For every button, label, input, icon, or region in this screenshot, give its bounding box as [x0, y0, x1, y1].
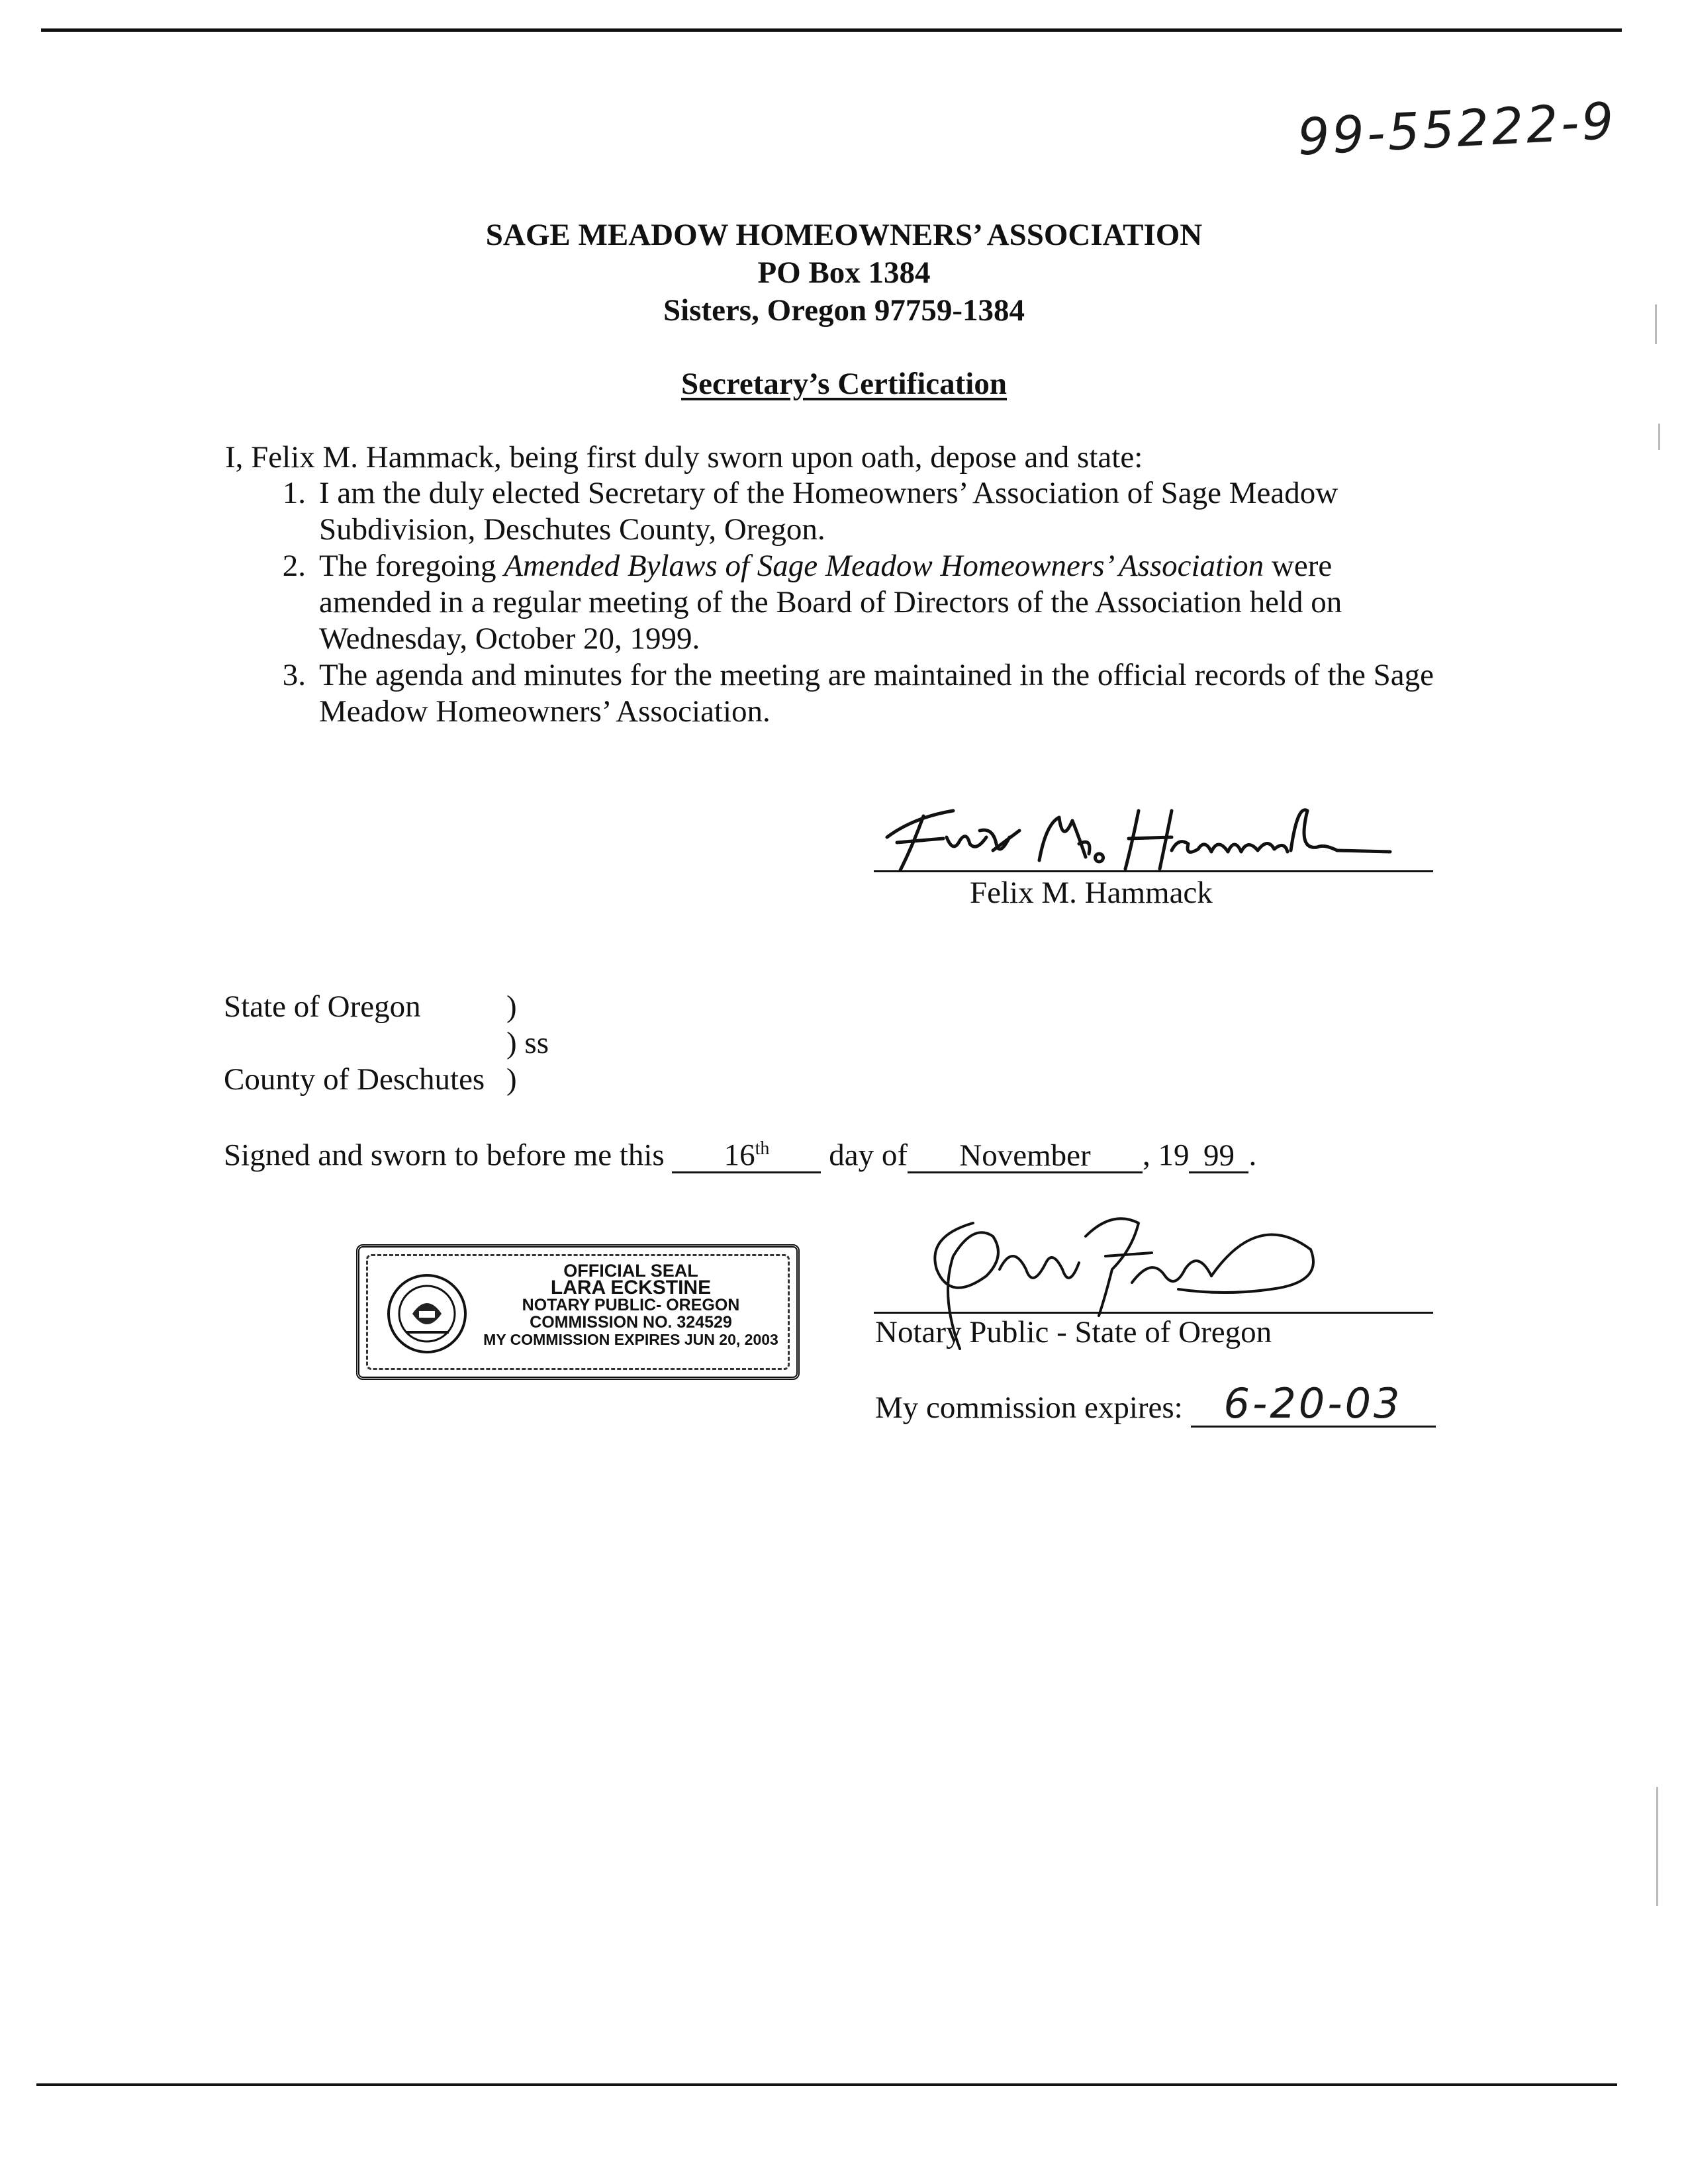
list-item-number: 3. — [282, 658, 306, 692]
commission-expires-label: My commission expires: — [875, 1390, 1183, 1425]
commission-expires — [875, 1379, 1436, 1428]
list-item — [282, 657, 1511, 730]
sworn-day-suffix: th — [755, 1138, 770, 1159]
list-item-line: Subdivision, Deschutes County, Oregon. — [319, 512, 825, 547]
list-item-line: The agenda and minutes for the meeting are maintained in the official records of the Sage — [319, 658, 1434, 692]
commission-expires-date: 6-20-03 — [1223, 1379, 1403, 1428]
bottom-rule — [36, 2083, 1617, 2086]
po-box: PO Box 1384 — [757, 255, 931, 290]
notary-signature-line — [874, 1312, 1433, 1314]
scan-speckle — [1656, 1787, 1658, 1906]
venue-county: County of Deschutes — [224, 1062, 485, 1097]
page-title — [0, 366, 1688, 402]
scan-speckle — [1658, 424, 1660, 450]
commission-expires-field — [1191, 1379, 1436, 1428]
sworn-text: Signed and sworn to before me this — [224, 1138, 665, 1173]
seal-line: NOTARY PUBLIC- OREGON — [522, 1296, 740, 1314]
notary-title: Notary Public - State of Oregon — [875, 1315, 1272, 1349]
sworn-year-field — [1189, 1140, 1248, 1173]
list-item-line — [319, 548, 1511, 584]
list-item — [282, 475, 1511, 548]
list-item-text: were — [1264, 549, 1333, 583]
list-item-line: I am the duly elected Secretary of the Homeowners’ Association of Sage Meadow — [319, 476, 1338, 510]
sworn-text: . — [1248, 1138, 1257, 1173]
intro-statement: I, Felix M. Hammack, being first duly sworn upon oath, depose and state: — [225, 440, 1143, 475]
page-title-text: Secretary’s Certification — [681, 367, 1007, 401]
sworn-text: , 19 — [1142, 1138, 1190, 1173]
top-rule — [41, 28, 1622, 32]
venue-ss: ) ss — [506, 1026, 549, 1060]
seal-commission-number: COMMISSION NO. 324529 — [530, 1313, 732, 1332]
seal-text-block — [475, 1262, 786, 1348]
secretary-printed-name: Felix M. Hammack — [970, 876, 1213, 910]
seal-expiration: MY COMMISSION EXPIRES JUN 20, 2003 — [483, 1331, 778, 1348]
list-item-number: 2. — [282, 549, 306, 583]
sworn-month-field — [908, 1140, 1143, 1173]
sworn-text: day of — [829, 1138, 908, 1173]
org-name: SAGE MEADOW HOMEOWNERS’ ASSOCIATION — [485, 218, 1203, 252]
city-address: Sisters, Oregon 97759-1384 — [663, 293, 1025, 328]
venue-state: State of Oregon — [224, 989, 421, 1024]
sworn-statement — [224, 1133, 1256, 1174]
list-item-line: Meadow Homeowners’ Association. — [319, 694, 771, 729]
secretary-signature-line — [874, 870, 1433, 872]
notary-seal-stamp — [356, 1244, 800, 1380]
seal-line: OFFICIAL SEAL — [563, 1261, 698, 1281]
list-item-line: amended in a regular meeting of the Board of Directors of the Association held on — [319, 585, 1342, 619]
sworn-day: 16 — [724, 1138, 755, 1173]
list-item-text: The foregoing — [319, 549, 504, 583]
sworn-month: November — [959, 1138, 1091, 1173]
venue-paren: ) — [506, 1062, 517, 1097]
bylaws-title: Amended Bylaws of Sage Meadow Homeowners’ Association — [504, 549, 1264, 583]
sworn-day-field — [672, 1133, 821, 1173]
document-number: 99-55222-9 — [1296, 91, 1618, 167]
list-item — [282, 548, 1511, 657]
seal-notary-name: LARA ECKSTINE — [550, 1277, 712, 1298]
oregon-state-seal-icon — [386, 1273, 469, 1355]
sworn-year: 99 — [1203, 1138, 1235, 1173]
venue-paren: ) — [506, 989, 517, 1024]
list-item-number: 1. — [282, 476, 306, 510]
list-item-line: Wednesday, October 20, 1999. — [319, 621, 700, 656]
secretary-signature — [861, 791, 1443, 877]
